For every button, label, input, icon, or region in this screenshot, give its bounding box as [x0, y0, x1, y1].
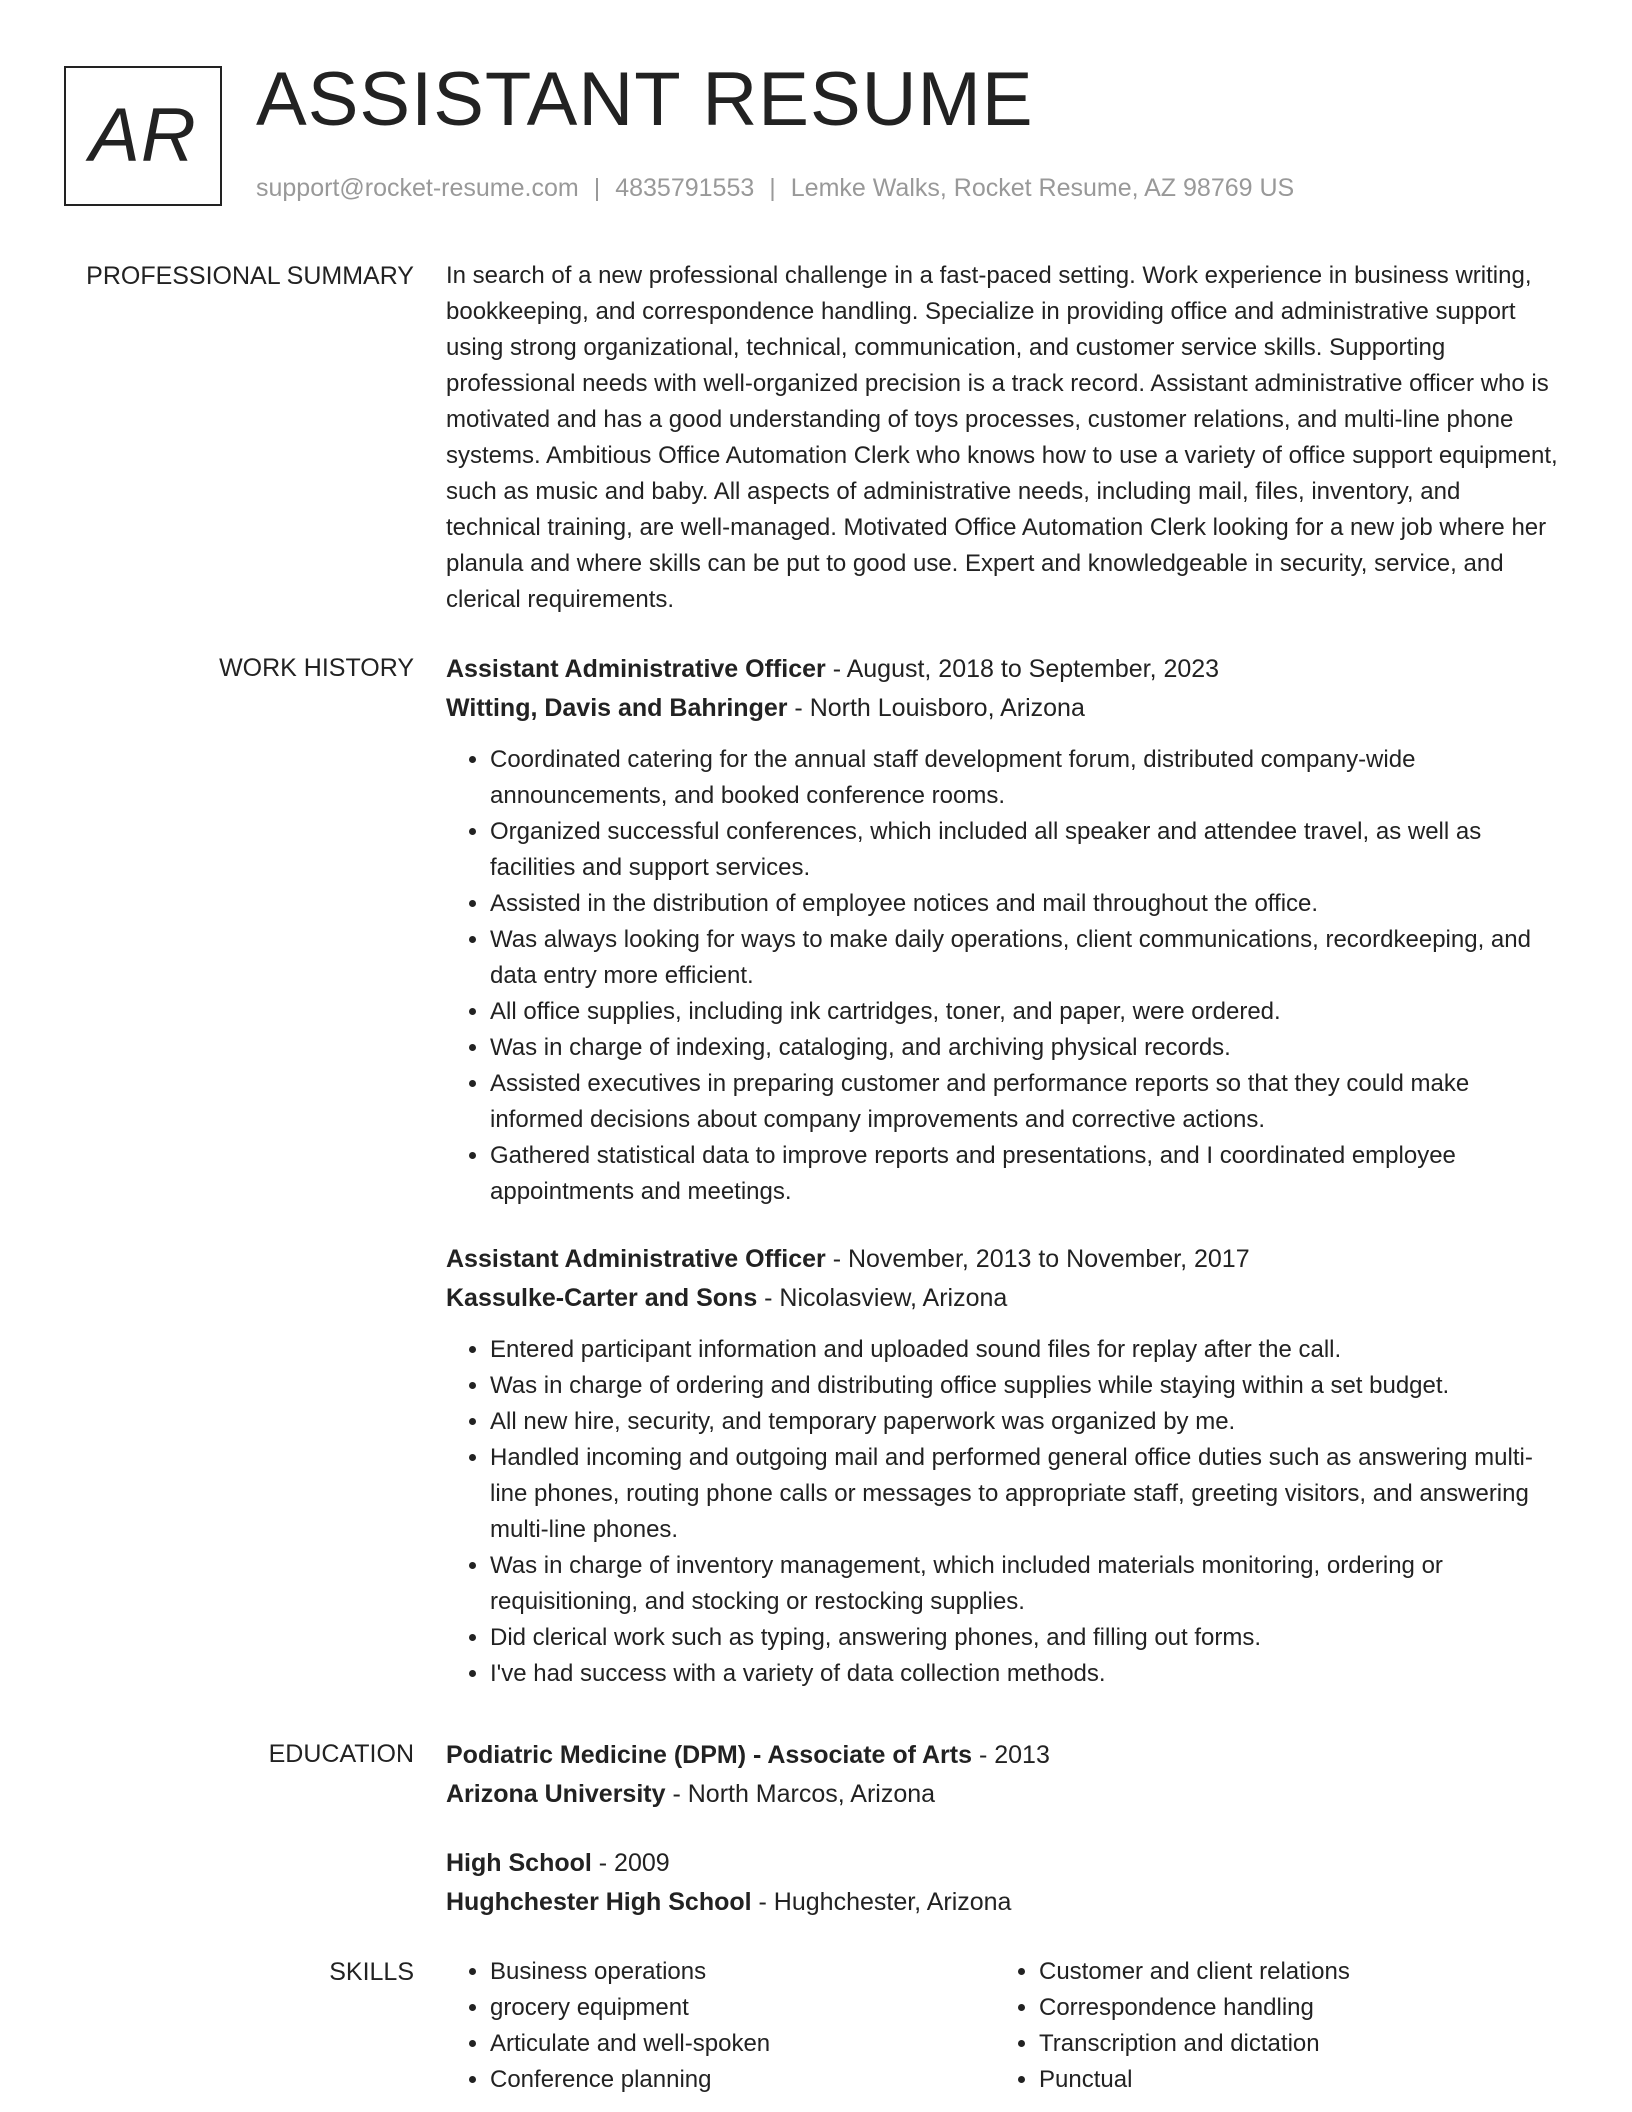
school-line — [446, 1775, 1560, 1814]
skills-list-right — [995, 1954, 1544, 2098]
job-title: Assistant Administrative Officer — [446, 1245, 826, 1273]
list-item: • Coordinated catering for the annual staff development forum, distributed company-wide announcements, and booked conference rooms. — [490, 742, 1560, 814]
school: Arizona University — [446, 1780, 666, 1808]
school: Hughchester High School — [446, 1888, 752, 1916]
job-title: Assistant Administrative Officer — [446, 655, 826, 683]
contact-line — [256, 174, 1294, 203]
list-item: • Did clerical work such as typing, answering phones, and filling out forms. — [490, 1620, 1560, 1656]
list-item: • Organized successful conferences, which included all speaker and attendee travel, as well as facilities and support services. — [490, 814, 1560, 886]
list-item: • Was in charge of inventory management, which included materials monitoring, ordering or requisitioning, and stocking or restocking supplies. — [490, 1548, 1560, 1620]
contact-separator: | — [769, 174, 776, 202]
contact-address: Lemke Walks, Rocket Resume, AZ 98769 US — [790, 174, 1295, 202]
summary-label: PROFESSIONAL SUMMARY — [86, 262, 414, 290]
summary-text: In search of a new professional challenge in a fast-paced setting. Work experience in business writing, bookkeeping, and correspondence handling. Specialize in providing office and administrative support using strong organizational, technical, communication, and customer service skills. Supporting professional needs with well-organized precision is a track record. Assistant administrative officer who is motivated and has a good understanding of toys processes, customer relations, and multi-line phone systems. Ambitious Office Automation Clerk who knows how to use a variety of office support equipment, such as music and baby. All aspects of administrative needs, including mail, files, inventory, and technical training, are well-managed. Motivated Office Automation Clerk looking for a new job where her planula and where skills can be put to good use. Expert and knowledgeable in security, service, and clerical requirements. — [446, 262, 1558, 613]
summary-body — [446, 258, 1560, 618]
list-item: • Correspondence handling — [1039, 1990, 1544, 2026]
job-company: Witting, Davis and Bahringer — [446, 694, 788, 722]
degree-year: - 2009 — [591, 1849, 670, 1877]
list-item: • Assisted executives in preparing customer and performance reports so that they could make informed decisions about company improvements and corrective actions. — [490, 1066, 1560, 1138]
job-company-line — [446, 1279, 1560, 1318]
degree: High School — [446, 1849, 592, 1877]
job-entry — [446, 1240, 1560, 1692]
resume-name: ASSISTANT RESUME — [256, 57, 1034, 142]
list-item: • All office supplies, including ink cartridges, toner, and paper, were ordered. — [490, 994, 1560, 1030]
work-history-label: WORK HISTORY — [219, 654, 414, 682]
list-item: • Gathered statistical data to improve reports and presentations, and I coordinated employee appointments and meetings. — [490, 1138, 1560, 1210]
school-line — [446, 1883, 1560, 1922]
job-dates: - November, 2013 to November, 2017 — [825, 1245, 1250, 1273]
list-item: • Was in charge of ordering and distributing office supplies while staying within a set budget. — [490, 1368, 1560, 1404]
monogram-initials: AR — [89, 93, 197, 178]
education-label: EDUCATION — [268, 1740, 414, 1768]
school-location: - North Marcos, Arizona — [665, 1780, 936, 1808]
skills-label: SKILLS — [329, 1958, 414, 1986]
job-bullets — [446, 1332, 1560, 1692]
job-bullets — [446, 742, 1560, 1210]
list-item: • Was in charge of indexing, cataloging, and archiving physical records. — [490, 1030, 1560, 1066]
list-item: • grocery equipment — [490, 1990, 995, 2026]
degree-year: - 2013 — [972, 1741, 1050, 1769]
job-location: - Nicolasview, Arizona — [757, 1284, 1008, 1312]
work-history-body — [446, 650, 1560, 1692]
list-item: • Transcription and dictation — [1039, 2026, 1544, 2062]
job-dates: - August, 2018 to September, 2023 — [825, 655, 1220, 683]
contact-phone: 4835791553 — [615, 174, 755, 202]
list-item: • Punctual — [1039, 2062, 1544, 2098]
list-item: • I've had success with a variety of data collection methods. — [490, 1656, 1560, 1692]
education-body — [446, 1736, 1560, 1922]
skills-body — [446, 1954, 1560, 2098]
job-title-line — [446, 650, 1560, 689]
contact-email: support@rocket-resume.com — [256, 174, 579, 202]
job-company: Kassulke-Carter and Sons — [446, 1284, 758, 1312]
job-company-line — [446, 689, 1560, 728]
contact-separator: | — [593, 174, 601, 202]
education-entry — [446, 1844, 1560, 1922]
school-location: - Hughchester, Arizona — [751, 1888, 1012, 1916]
list-item: • Business operations — [490, 1954, 995, 1990]
degree: Podiatric Medicine (DPM) - Associate of Arts — [446, 1741, 973, 1769]
list-item: • Handled incoming and outgoing mail and performed general office duties such as answering multi-line phones, routing phone calls or messages to appropriate staff, greeting visitors, and answering multi-line phones. — [490, 1440, 1560, 1548]
degree-line — [446, 1844, 1560, 1883]
job-title-line — [446, 1240, 1560, 1279]
skills-columns — [446, 1954, 1560, 2098]
job-location: - North Louisboro, Arizona — [787, 694, 1085, 722]
list-item: • Assisted in the distribution of employee notices and mail throughout the office. — [490, 886, 1560, 922]
list-item: • Entered participant information and uploaded sound files for replay after the call. — [490, 1332, 1560, 1368]
monogram-box — [64, 66, 222, 206]
skills-list-left — [446, 1954, 995, 2098]
list-item: • All new hire, security, and temporary paperwork was organized by me. — [490, 1404, 1560, 1440]
degree-line — [446, 1736, 1560, 1775]
job-entry — [446, 650, 1560, 1210]
list-item: • Conference planning — [490, 2062, 995, 2098]
list-item: • Customer and client relations — [1039, 1954, 1544, 1990]
education-entry — [446, 1736, 1560, 1814]
list-item: • Was always looking for ways to make daily operations, client communications, recordkeeping, and data entry more efficient. — [490, 922, 1560, 994]
list-item: • Articulate and well-spoken — [490, 2026, 995, 2062]
